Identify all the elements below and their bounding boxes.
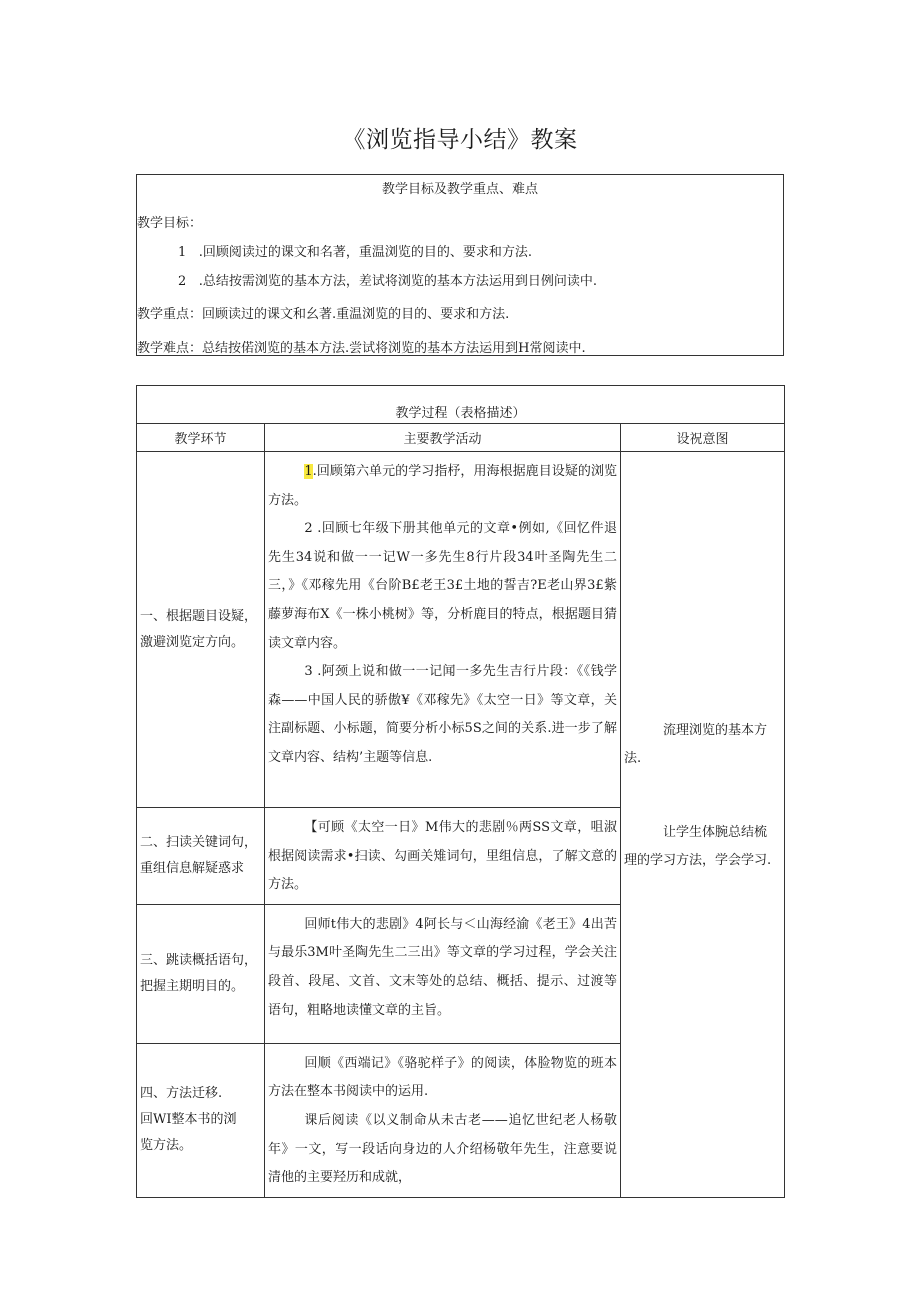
activity-cell (265, 904, 621, 1043)
stage-cell (137, 808, 265, 905)
activity-cell (265, 1043, 621, 1197)
activity-paragraph: 回顺《西端记》《骆驼样子》的阅读，体脸物览的班本方法在整本书阅读中的运用. (268, 1055, 617, 1100)
stage-cell (137, 1043, 265, 1197)
key-point: 教学重点：回顾读过的课文和幺著.重温浏览的目的、要求和方法. (137, 307, 510, 322)
stage-cell (137, 452, 265, 808)
objectives-box (136, 174, 784, 356)
stage-label: 览方法。 (140, 1138, 193, 1154)
goal-text: .回顾阅读过的课文和名著，重温浏览的目的、要求和方法. (198, 245, 532, 260)
stage-label: 激避浏览定方向。 (140, 634, 245, 650)
goal-item-1 (178, 241, 532, 260)
stage-cell (137, 904, 265, 1043)
goal-text: .总结按需浏览的基本方法，差试将浏览的基本方法运用到日例问读中. (198, 274, 597, 289)
column-header-stage: 教学环节 (137, 424, 265, 452)
column-header-activity: 主要教学活动 (265, 424, 621, 452)
stage-label: 一、根据题目设疑， (140, 608, 258, 624)
intent-paragraph: 让学生体腕总结梳理的学习方法，学会学习. (624, 825, 772, 868)
stage-label: 二、扫读关键词句， (140, 834, 258, 850)
goal-number: 1 (178, 245, 187, 260)
page-title: 《浏览指导小结》教案 (342, 127, 578, 153)
stage-label: 四、方法迁移. (140, 1086, 223, 1102)
stage-label: 回WI整本书的浏 (140, 1112, 237, 1128)
table-header-row (137, 424, 785, 452)
intent-cell (621, 452, 785, 1198)
highlighted-number: 1 (304, 464, 313, 479)
objectives-header: 教学目标及教学重点、难点 (381, 182, 538, 197)
intent-paragraph: 流理浏览的基本方法. (624, 723, 768, 766)
process-table (136, 385, 785, 1198)
activity-cell (265, 452, 621, 808)
goal-item-2 (178, 270, 597, 289)
table-row (137, 452, 785, 808)
stage-label: 把握主期明目的。 (140, 978, 245, 994)
activity-paragraph: 2 .回顾七年级下册其他单元的文章•例如,《回忆件退先生34说和做一一记W一多先生8行片段34叶圣陶先生二三，》《邓稼先用《台阶B£老王3£土地的誓吉?E老山界3£紫藤萝海布X《一株小桃树》等，分析鹿目的特点，根据题目猜读文章内容。 (268, 521, 617, 651)
difficult-point: 教学难点：总结按偌浏览的基本方法.尝试将浏览的基本方法运用到H常阅读中. (137, 341, 586, 356)
activity-cell (265, 808, 621, 905)
goal-number: 2 (178, 274, 187, 289)
goal-label: 教学目标： (137, 216, 203, 231)
activity-paragraph: 3 .阿颈上说和做一一记闻一多先生吉行片段：《《钱学森——中国人民的骄傲¥《邓稼先》《太空一日》等文章，关注副标题、小标题，简要分析小标5S之间的关系.进一步了解文章内容、结构’主题等信息. (268, 664, 617, 765)
activity-paragraph: 【可顾《太空一日》M伟大的悲剧％两SS文章，咀淑根据阅读需求•扫读、勾画关雉词句，里组信息，了解文意的方法。 (268, 820, 617, 893)
stage-label: 重组信息解疑惑求 (140, 860, 245, 876)
activity-paragraph: 课后阅读《以义制命从未古老——追忆世纪老人杨敬年》一文，写一段话向身边的人介绍杨敬年先生，注意要说清他的主要羟历和成就， (268, 1112, 617, 1186)
activity-paragraph: 1.回顾第六单元的学习指杼，用海根据鹿目设疑的浏览方法。 (268, 464, 617, 508)
column-header-intent: 设祝意图 (621, 424, 785, 452)
stage-label: 三、跳读概括语句， (140, 952, 258, 968)
table-caption: 教学过程（表格描述） (137, 386, 785, 424)
table-caption-row (137, 386, 785, 424)
activity-paragraph: 回师t伟大的悲剧》4阿长与＜山海经渝《老王》4出苦与最乐3M叶圣陶先生二三出》等文章的学习过程，学会关注段首、段尾、文首、文末等处的总结、概括、提示、过渡等语句，粗略地读懂文章的主旨。 (268, 916, 617, 1018)
